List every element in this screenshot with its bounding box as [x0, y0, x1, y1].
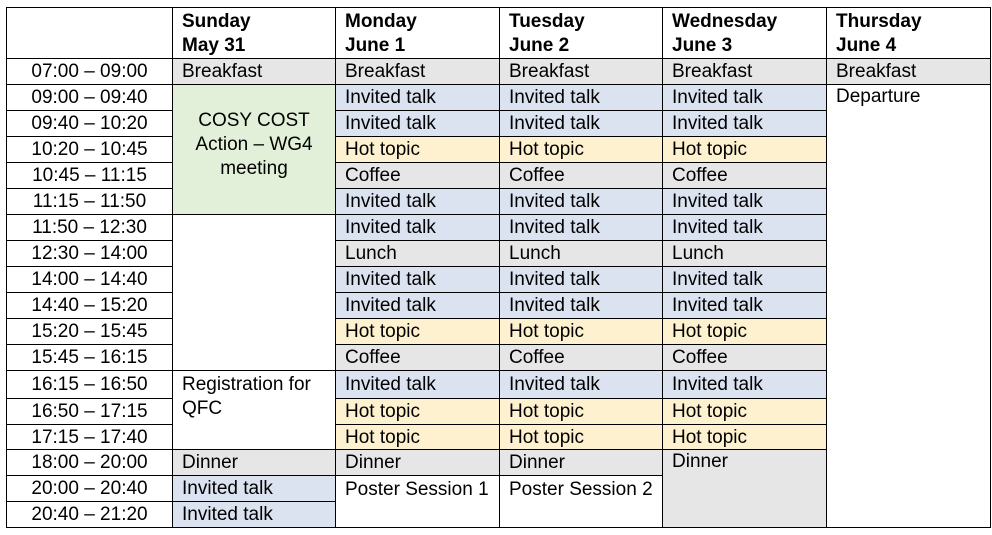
session-cell: Breakfast	[663, 59, 827, 85]
poster-session-cell: Poster Session 2	[500, 476, 663, 528]
session-cell: Lunch	[663, 241, 827, 267]
day-header-monday	[336, 8, 500, 59]
session-cell: Invited talk	[173, 502, 336, 528]
day-name: Tuesday	[509, 11, 585, 32]
session-cell: Invited talk	[336, 111, 500, 137]
table-row	[7, 59, 991, 85]
day-header-sunday	[173, 8, 336, 59]
session-cell: Breakfast	[500, 59, 663, 85]
session-cell: Invited talk	[336, 267, 500, 293]
session-cell: Invited talk	[663, 111, 827, 137]
corner-cell	[7, 8, 173, 59]
session-cell: Invited talk	[500, 267, 663, 293]
session-cell: Dinner	[500, 450, 663, 476]
day-date: June 4	[836, 35, 897, 56]
session-cell: Hot topic	[500, 137, 663, 163]
session-cell: Hot topic	[663, 137, 827, 163]
day-header-thursday	[827, 8, 991, 59]
session-cell: Coffee	[500, 345, 663, 371]
time-slot: 20:00 – 20:40	[7, 476, 173, 502]
day-date: May 31	[182, 35, 246, 56]
time-slot: 11:15 – 11:50	[7, 189, 173, 215]
session-cell: Invited talk	[336, 293, 500, 319]
session-cell: Breakfast	[173, 59, 336, 85]
time-slot: 09:00 – 09:40	[7, 85, 173, 111]
session-cell: Coffee	[663, 345, 827, 371]
day-name: Thursday	[836, 11, 922, 32]
session-cell: Invited talk	[336, 371, 500, 399]
time-slot: 18:00 – 20:00	[7, 450, 173, 476]
session-cell: Hot topic	[500, 399, 663, 425]
session-cell: Invited talk	[500, 85, 663, 111]
time-slot: 10:45 – 11:15	[7, 163, 173, 189]
session-cell: Invited talk	[336, 189, 500, 215]
time-slot: 14:40 – 15:20	[7, 293, 173, 319]
time-slot: 07:00 – 09:00	[7, 59, 173, 85]
session-cell: Hot topic	[336, 399, 500, 425]
time-slot: 15:45 – 16:15	[7, 345, 173, 371]
session-cell: Breakfast	[336, 59, 500, 85]
session-cell: Hot topic	[663, 425, 827, 450]
time-slot: 20:40 – 21:20	[7, 502, 173, 528]
session-cell: Hot topic	[336, 425, 500, 450]
schedule-table	[6, 7, 991, 528]
session-cell: Breakfast	[827, 59, 991, 85]
session-cell: Invited talk	[500, 215, 663, 241]
session-cell: Hot topic	[663, 319, 827, 345]
day-header-tuesday	[500, 8, 663, 59]
time-slot: 14:00 – 14:40	[7, 267, 173, 293]
session-cell: Invited talk	[500, 371, 663, 399]
session-cell: Hot topic	[500, 319, 663, 345]
session-cell: Hot topic	[663, 399, 827, 425]
time-slot: 16:15 – 16:50	[7, 371, 173, 399]
session-cell: Coffee	[500, 163, 663, 189]
time-slot: 12:30 – 14:00	[7, 241, 173, 267]
session-cell: Dinner	[336, 450, 500, 476]
day-name: Sunday	[182, 11, 251, 32]
session-cell: Hot topic	[336, 319, 500, 345]
session-cell: Coffee	[336, 345, 500, 371]
session-cell: Hot topic	[500, 425, 663, 450]
session-cell: Hot topic	[336, 137, 500, 163]
session-cell: Invited talk	[663, 189, 827, 215]
wg4-meeting-cell: COSY COST Action – WG4 meeting	[173, 85, 336, 215]
session-cell: Coffee	[663, 163, 827, 189]
session-cell: Lunch	[336, 241, 500, 267]
session-cell: Invited talk	[663, 371, 827, 399]
session-cell: Invited talk	[336, 215, 500, 241]
session-cell: Invited talk	[173, 476, 336, 502]
session-cell: Invited talk	[500, 293, 663, 319]
day-date: June 2	[509, 35, 570, 56]
session-cell: Invited talk	[500, 111, 663, 137]
poster-session-cell: Poster Session 1	[336, 476, 500, 528]
session-cell: Coffee	[336, 163, 500, 189]
header-row	[7, 8, 991, 59]
session-cell: Invited talk	[663, 267, 827, 293]
time-slot: 15:20 – 15:45	[7, 319, 173, 345]
day-date: June 1	[345, 35, 406, 56]
day-name: Monday	[345, 11, 417, 32]
table-row	[7, 85, 991, 111]
time-slot: 10:20 – 10:45	[7, 137, 173, 163]
time-slot: 09:40 – 10:20	[7, 111, 173, 137]
session-cell: Lunch	[500, 241, 663, 267]
session-cell: Dinner	[173, 450, 336, 476]
day-date: June 3	[672, 35, 733, 56]
session-cell: Invited talk	[663, 293, 827, 319]
session-cell: Invited talk	[663, 85, 827, 111]
departure-cell: Departure	[827, 85, 991, 528]
day-name: Wednesday	[672, 11, 778, 32]
session-cell: Invited talk	[500, 189, 663, 215]
session-cell: Invited talk	[663, 215, 827, 241]
sunday-empty-cell	[173, 215, 336, 371]
day-header-wednesday	[663, 8, 827, 59]
time-slot: 11:50 – 12:30	[7, 215, 173, 241]
registration-cell: Registration for QFC	[173, 371, 336, 450]
time-slot: 16:50 – 17:15	[7, 399, 173, 425]
session-cell: Invited talk	[336, 85, 500, 111]
time-slot: 17:15 – 17:40	[7, 425, 173, 450]
session-cell: Dinner	[663, 450, 827, 528]
